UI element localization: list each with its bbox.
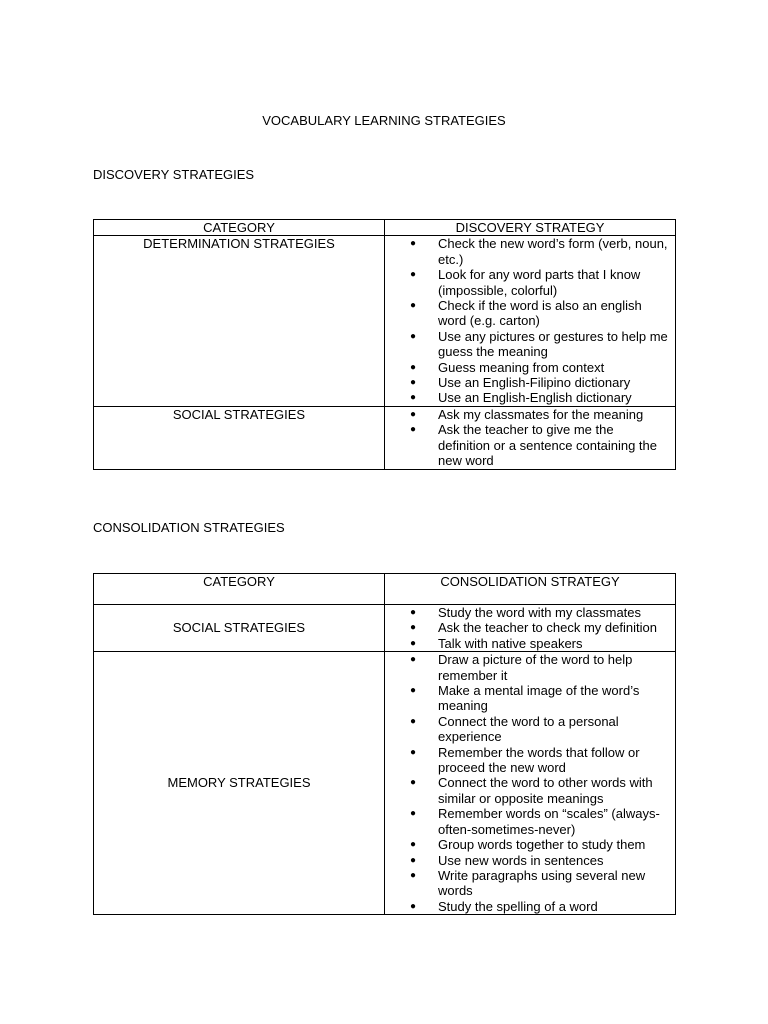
bullet-icon: ●: [410, 839, 417, 851]
bullet-icon: ●: [410, 361, 417, 373]
strategy-cell: [385, 406, 676, 469]
category-cell: DETERMINATION STRATEGIES: [94, 236, 385, 406]
category-cell: SOCIAL STRATEGIES: [94, 406, 385, 469]
list-item: ● Make a mental image of the word’s meaning: [410, 683, 640, 714]
list-item: ● Study the spelling of a word: [410, 898, 598, 914]
bullet-icon: ●: [410, 424, 417, 436]
list-item: ● Look for any word parts that I know (impossible, colorful): [410, 267, 641, 298]
bullet-icon: ●: [410, 392, 417, 404]
bullet-icon: ●: [410, 377, 417, 389]
table-header-row: [94, 220, 676, 236]
list-item: ● Connect the word to a personal experience: [410, 713, 619, 745]
bullet-icon: ●: [410, 746, 417, 758]
list-item: ● Group words together to study them: [410, 837, 646, 853]
table-row: [94, 406, 676, 469]
strategy-cell: [385, 605, 676, 652]
table-row: [94, 652, 676, 915]
strategy-list: [385, 652, 675, 914]
column-header-category: CATEGORY: [94, 574, 385, 605]
list-item: ● Use an English-Filipino dictionary: [410, 375, 631, 391]
bullet-icon: ●: [410, 607, 417, 618]
bullet-icon: ●: [410, 269, 417, 281]
bullet-icon: ●: [410, 408, 417, 420]
list-item: ● Use new words in sentences: [410, 852, 604, 868]
bullet-icon: ●: [410, 854, 417, 866]
list-item: ● Draw a picture of the word to help remember it: [410, 652, 633, 683]
list-item: ● Use an English-English dictionary: [410, 390, 632, 406]
list-item: ● Talk with native speakers: [410, 635, 583, 651]
list-item: ● Check the new word’s form (verb, noun, etc.): [410, 236, 668, 267]
bullet-icon: ●: [410, 808, 417, 820]
list-item: ● Study the word with my classmates: [410, 605, 642, 620]
discovery-heading: DISCOVERY STRATEGIES: [93, 167, 255, 182]
bullet-icon: ●: [410, 715, 417, 727]
bullet-icon: ●: [410, 238, 417, 250]
column-header-strategy: CONSOLIDATION STRATEGY: [385, 574, 676, 605]
list-item: ● Connect the word to other words with similar or opposite meanings: [410, 775, 653, 806]
table-row: [94, 236, 676, 406]
list-item: ● Ask the teacher to give me the definition or a sentence containing the new word: [410, 422, 657, 469]
list-item: ● Guess meaning from context: [410, 359, 605, 375]
consolidation-table: [93, 573, 676, 915]
strategy-cell: [385, 652, 676, 915]
table-row: [94, 605, 676, 652]
category-cell: SOCIAL STRATEGIES: [94, 605, 385, 652]
page-title: VOCABULARY LEARNING STRATEGIES: [262, 113, 506, 128]
list-item: ● Ask the teacher to check my definition: [410, 620, 657, 636]
consolidation-heading: CONSOLIDATION STRATEGIES: [93, 520, 285, 535]
list-item: ● Remember words on “scales” (always-often-sometimes-never): [410, 806, 660, 837]
table-header-row: [94, 574, 676, 605]
discovery-table: [93, 219, 676, 470]
column-header-category: CATEGORY: [94, 220, 385, 236]
strategy-list: [385, 605, 675, 651]
strategy-list: [385, 236, 675, 405]
list-item: ● Use any pictures or gestures to help me guess the meaning: [410, 328, 668, 360]
bullet-icon: ●: [410, 654, 417, 666]
bullet-icon: ●: [410, 685, 417, 697]
list-item: ● Check if the word is also an english word (e.g. carton): [410, 298, 642, 329]
bullet-icon: ●: [410, 300, 417, 312]
bullet-icon: ●: [410, 622, 417, 634]
bullet-icon: ●: [410, 637, 417, 649]
bullet-icon: ●: [410, 777, 417, 789]
column-header-strategy: DISCOVERY STRATEGY: [385, 220, 676, 236]
strategy-cell: [385, 236, 676, 406]
list-item: ● Write paragraphs using several new words: [410, 867, 646, 899]
strategy-list: [385, 407, 675, 469]
list-item: ● Remember the words that follow or proceed the new word: [410, 744, 640, 776]
category-cell: MEMORY STRATEGIES: [94, 652, 385, 915]
bullet-icon: ●: [410, 900, 417, 912]
list-item: ● Ask my classmates for the meaning: [410, 406, 644, 422]
bullet-icon: ●: [410, 869, 417, 881]
bullet-icon: ●: [410, 330, 417, 342]
